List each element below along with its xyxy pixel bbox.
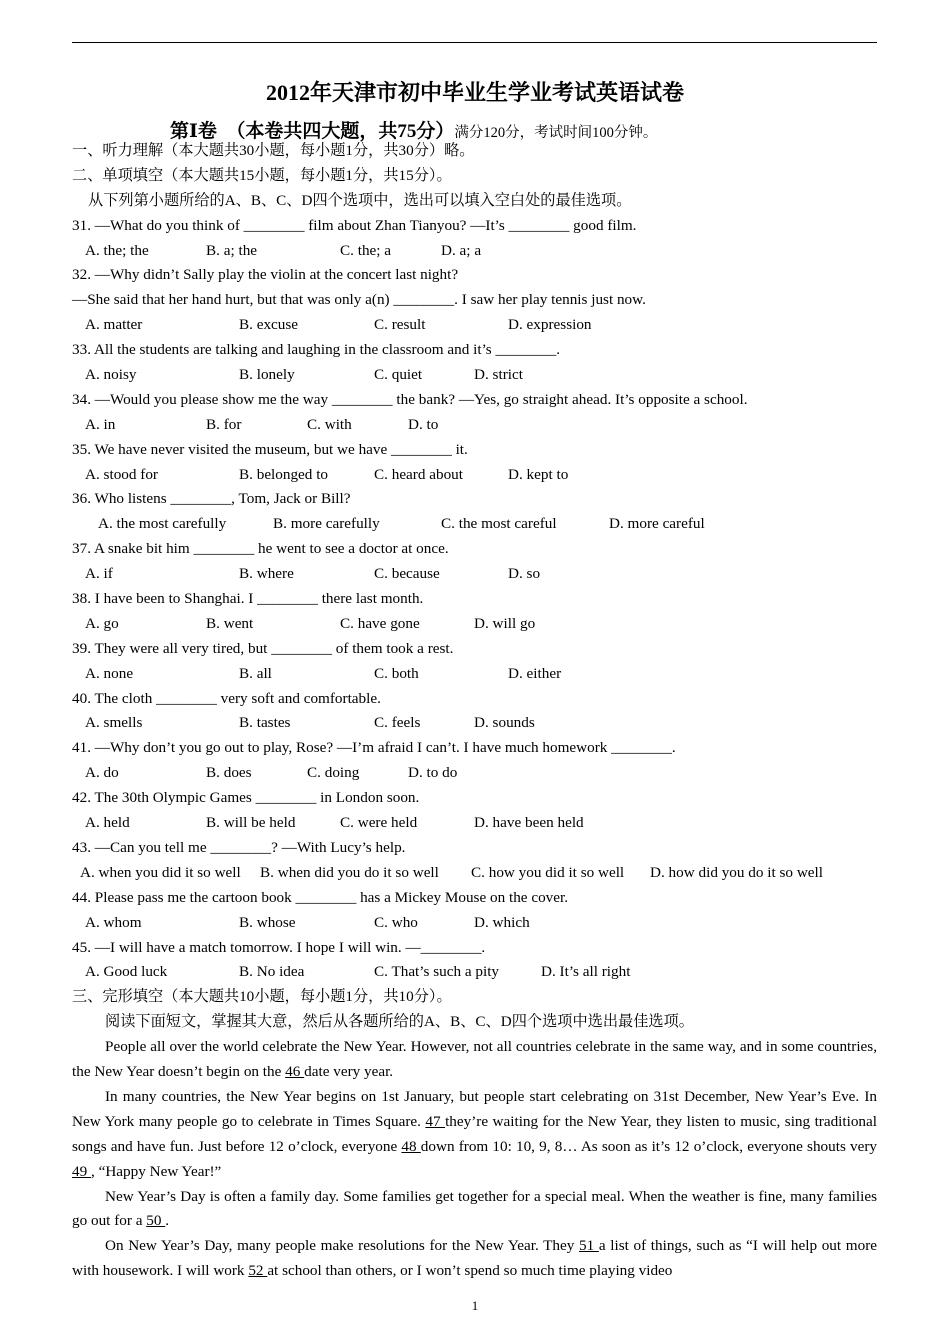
passage-text: down from 10: 10, 9, 8… As soon as it’s 12 o’clock, everyone shouts very (420, 1137, 878, 1155)
option-a: A. stood for (85, 465, 158, 483)
question-stem: 40. The cloth ________ very soft and comfortable. (72, 689, 381, 707)
option-c: C. the; a (340, 241, 392, 259)
question-stem: 41. —Why don’t you go out to play, Rose? —I’m afraid I can’t. I have much homework ________. (72, 739, 676, 757)
section-3-heading: 三、完形填空（本大题共10小题，每小题1分，共10分）。 (72, 988, 452, 1006)
option-row (72, 239, 877, 264)
option-b: B. No idea (239, 963, 305, 981)
blank-49: 49 (72, 1162, 91, 1180)
option-b: B. does (206, 764, 252, 782)
passage-text: . (165, 1212, 170, 1230)
header-rule (72, 42, 877, 43)
section-1-heading: 一、听力理解（本大题共30小题，每小题1分，共30分）略。 (72, 142, 475, 159)
option-row (72, 761, 877, 786)
option-c: C. quiet (374, 366, 423, 384)
option-b: B. belonged to (239, 465, 329, 483)
blank-51: 51 (579, 1237, 599, 1255)
section-2-heading: 二、单项填空（本大题共15小题，每小题1分，共15分）。 (72, 166, 452, 184)
option-row (72, 960, 877, 985)
passage-paragraph (72, 1035, 877, 1085)
option-d: D. sounds (474, 714, 535, 732)
option-c: C. result (374, 316, 426, 334)
question-stem-continued: —She said that her hand hurt, but that was only a(n) ________. I saw her play tennis just now. (72, 291, 646, 309)
option-row (72, 413, 877, 438)
passage-text: at school than others, or I won’t spend so much time playing video (267, 1262, 673, 1280)
option-row (72, 911, 877, 936)
option-c: C. doing (307, 764, 360, 782)
blank-50: 50 (146, 1212, 166, 1230)
option-d: D. to do (408, 764, 458, 782)
page-number: 1 (471, 1298, 479, 1313)
option-c: C. who (374, 913, 418, 931)
option-row (72, 562, 877, 587)
option-d: D. so (508, 565, 541, 583)
passage-text: New Year’s Day is often a family day. Some families get together for a special meal. When the weather is fine, many families go out for a (72, 1187, 877, 1230)
option-a: A. Good luck (85, 963, 168, 981)
exam-info: 满分120分，考试时间100分钟。 (454, 125, 658, 141)
question-stem: 44. Please pass me the cartoon book ________ has a Mickey Mouse on the cover. (72, 888, 569, 906)
option-a: A. when you did it so well (80, 863, 241, 881)
option-c: C. have gone (340, 614, 420, 632)
option-c: C. feels (374, 714, 421, 732)
part-label: 第Ⅰ卷 （本卷共四大题，共75分） (170, 121, 455, 142)
option-d: D. kept to (508, 465, 569, 483)
option-b: B. more carefully (273, 515, 380, 533)
passage-text: date very year. (304, 1062, 394, 1080)
section-3-instruction: 阅读下面短文，掌握其大意，然后从各题所给的A、B、C、D四个选项中选出最佳选项。 (105, 1013, 694, 1031)
option-c: C. both (374, 664, 419, 682)
blank-47: 47 (425, 1112, 446, 1130)
passage-text: People all over the world celebrate the New Year. However, not all countries celebrate in the same way, and in some countries, the New Year doesn’t begin on the (72, 1038, 877, 1080)
question-stem: 35. We have never visited the museum, but we have ________ it. (72, 440, 468, 458)
option-a: A. go (85, 614, 119, 632)
option-a: A. none (85, 664, 134, 682)
option-b: B. where (239, 565, 294, 583)
option-a: A. the most carefully (98, 515, 227, 533)
option-row (72, 463, 877, 488)
option-d: D. strict (474, 366, 523, 384)
question-stem: 39. They were all very tired, but ________ of them took a rest. (72, 639, 454, 657)
option-a: A. smells (85, 714, 143, 732)
option-c: C. the most careful (441, 515, 557, 533)
passage-paragraph (72, 1185, 877, 1235)
option-b: B. will be held (206, 814, 296, 832)
option-b: B. for (206, 415, 242, 433)
passage-text: In many countries, the New Year begins on 1st January, but people start celebrating on 31st December, New Year’s Eve. In New York many people go to celebrate in Times Square. (72, 1087, 877, 1130)
option-b: B. excuse (239, 316, 299, 334)
option-a: A. matter (85, 316, 143, 334)
option-b: B. whose (239, 913, 296, 931)
passage-text: a list of things, such as “I will help out more with housework. I will work (72, 1237, 877, 1280)
option-row (72, 711, 877, 736)
blank-52: 52 (248, 1262, 268, 1280)
option-d: D. will go (474, 614, 536, 632)
blank-48: 48 (401, 1137, 421, 1155)
option-row (72, 612, 877, 637)
option-b: B. tastes (239, 714, 291, 732)
option-row (72, 313, 877, 338)
option-row (72, 861, 877, 886)
option-d: D. have been held (474, 814, 584, 832)
option-d: D. to (408, 415, 439, 433)
blank-46: 46 (285, 1062, 305, 1080)
option-d: D. how did you do it so well (650, 863, 823, 881)
option-row (72, 662, 877, 687)
option-c: C. That’s such a pity (374, 963, 500, 981)
option-a: A. in (85, 415, 116, 433)
option-row (72, 811, 877, 836)
option-d: D. which (474, 913, 530, 931)
passage-text: they’re waiting for the New Year, they listen to music, sing traditional songs and have fun. Just before 12 o’clock, everyone (72, 1112, 877, 1155)
option-a: A. do (85, 764, 119, 782)
option-c: C. with (307, 415, 352, 433)
option-c: C. heard about (374, 465, 463, 483)
section-2-instruction: 从下列第小题所给的A、B、C、D四个选项中，选出可以填入空白处的最佳选项。 (88, 191, 632, 209)
question-stem: 34. —Would you please show me the way ________ the bank? —Yes, go straight ahead. It’s opposite a school. (72, 390, 748, 408)
option-a: A. whom (85, 913, 142, 931)
question-stem: 31. —What do you think of ________ film about Zhan Tianyou? —It’s ________ good film. (72, 216, 637, 234)
option-row (72, 512, 877, 537)
question-stem: 37. A snake bit him ________ he went to see a doctor at once. (72, 540, 449, 558)
question-stem: 38. I have been to Shanghai. I ________ there last month. (72, 590, 424, 608)
option-b: B. lonely (239, 366, 295, 384)
question-stem: 33. All the students are talking and laughing in the classroom and it’s ________. (72, 341, 561, 359)
question-stem: 45. —I will have a match tomorrow. I hope I will win. —________. (72, 938, 486, 956)
option-a: A. if (85, 565, 113, 583)
question-stem: 43. —Can you tell me ________? —With Lucy’s help. (72, 838, 406, 856)
option-d: D. more careful (609, 515, 705, 533)
option-b: B. a; the (206, 241, 258, 259)
passage-text: On New Year’s Day, many people make resolutions for the New Year. They (105, 1237, 580, 1255)
passage-text: , “Happy New Year!” (90, 1162, 222, 1180)
option-d: D. a; a (441, 241, 482, 259)
option-a: A. the; the (85, 241, 149, 259)
option-b: B. when did you do it so well (260, 863, 439, 881)
option-b: B. went (206, 614, 254, 632)
exam-title: 2012年天津市初中毕业生学业考试英语试卷 (265, 80, 684, 105)
option-d: D. expression (508, 316, 592, 334)
passage-paragraph (72, 1085, 877, 1185)
option-c: C. how you did it so well (471, 863, 625, 881)
passage-paragraph (72, 1234, 877, 1284)
option-d: D. It’s all right (541, 963, 631, 981)
exam-content (72, 139, 877, 1284)
question-stem: 42. The 30th Olympic Games ________ in London soon. (72, 789, 420, 807)
option-a: A. noisy (85, 366, 137, 384)
option-a: A. held (85, 814, 130, 832)
question-list (72, 214, 877, 986)
option-d: D. either (508, 664, 562, 682)
question-stem: 36. Who listens ________, Tom, Jack or Bill? (72, 490, 351, 508)
option-c: C. because (374, 565, 440, 583)
option-row (72, 363, 877, 388)
option-c: C. were held (340, 814, 418, 832)
question-stem: 32. —Why didn’t Sally play the violin at the concert last night? (72, 266, 459, 284)
option-b: B. all (239, 664, 272, 682)
